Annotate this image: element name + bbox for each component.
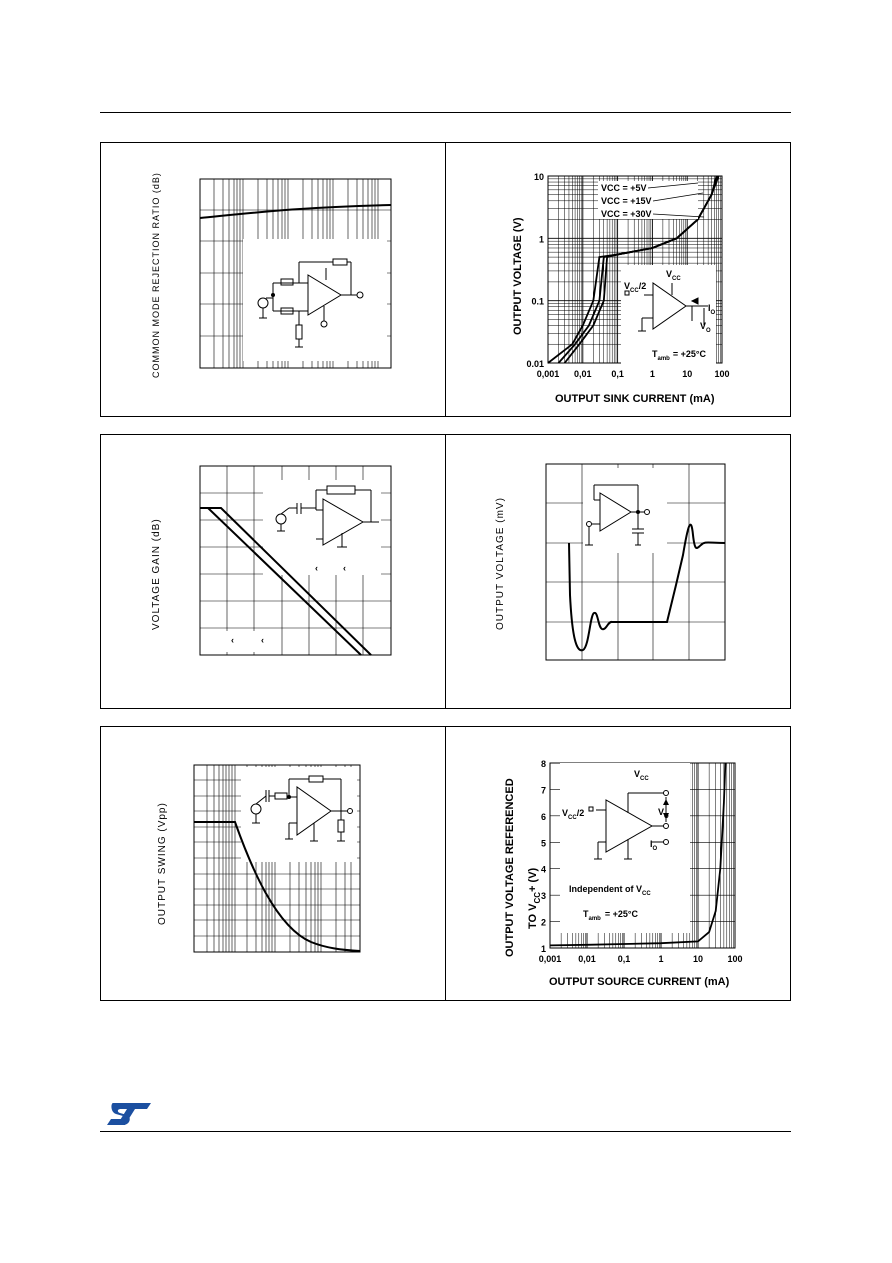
cmrr-inset [243, 239, 387, 361]
panel-cmrr [100, 142, 446, 417]
sink-y-tick: 1 [538, 234, 544, 245]
source-xlabel: OUTPUT SOURCE CURRENT (mA) [549, 976, 730, 988]
source-x-tick: 0,1 [617, 954, 631, 964]
source-y-tick: 6 [540, 811, 546, 822]
sink-x-tick: 0,01 [574, 369, 592, 379]
gain-inset-glyph-2: ‹ [343, 563, 346, 573]
source-inset [560, 763, 690, 933]
pulse-inset [583, 468, 667, 553]
panel-pulse [445, 434, 791, 709]
header-rule [100, 112, 791, 113]
source-inset-vcc2: $V_{CC}/2$ [562, 808, 585, 821]
sink-inset-io: $I_O$ [708, 303, 716, 316]
pulse-figure [446, 435, 792, 710]
gain-inset-glyph-1: ‹ [315, 563, 318, 573]
cmrr-node-dot [271, 293, 275, 297]
sink-legend-30v: VCC = +30V [601, 209, 652, 219]
sink-inset-vcc2: $V_{CC}/2$ [624, 281, 647, 294]
source-y-tick: 2 [540, 917, 546, 928]
sink-inset-vo: $V_O$ [700, 321, 711, 334]
sink-xlabel: OUTPUT SINK CURRENT (mA) [555, 393, 715, 405]
source-x-tick: 100 [727, 954, 743, 964]
panel-swing [100, 726, 446, 1001]
sink-legend-15v: VCC = +15V [601, 196, 652, 206]
sink-y-tick: 0.01 [526, 359, 544, 369]
sink-legend-5v: VCC = +5V [601, 183, 647, 193]
sink-chart [446, 143, 792, 418]
panel-sink [445, 142, 791, 417]
pulse-ylabel: OUTPUT VOLTAGE (mV) [495, 497, 506, 630]
swing-ylabel: OUTPUT SWING (Vpp) [157, 802, 168, 925]
sink-y-tick: 10 [533, 172, 544, 182]
source-x-tick: 0,001 [538, 954, 562, 964]
sink-y-tick: 0.1 [531, 296, 544, 307]
swing-inset [241, 767, 357, 862]
sink-x-tick: 10 [682, 369, 693, 379]
cmrr-ylabel: COMMON MODE REJECTION RATIO (dB) [151, 172, 161, 378]
source-y-tick: 7 [540, 785, 546, 796]
source-y-tick: 4 [540, 864, 546, 875]
st-logo [105, 1101, 153, 1127]
gain-ylabel: VOLTAGE GAIN (dB) [151, 518, 162, 630]
source-y-tick: 3 [540, 891, 546, 902]
pulse-node-dot [636, 510, 640, 514]
panel-source [445, 726, 791, 1001]
source-inset-indep: Independent of $V_{CC}$ [569, 884, 651, 897]
source-inset-vo: $V_O$ [658, 807, 669, 820]
gain-inset2 [203, 631, 275, 652]
cmrr-curve [200, 205, 391, 218]
sink-inset-tamb: $T_{amb} = +25^\circ C$ [652, 349, 706, 362]
source-y-tick: 8 [540, 759, 546, 769]
gain-inset-glyph-4: ‹ [261, 635, 264, 645]
source-inset-io: $I_O$ [650, 839, 658, 852]
source-y-tick: 5 [540, 838, 546, 849]
sink-inset-vcc: $V_{CC}$ [666, 269, 681, 282]
source-x-tick: 1 [658, 954, 664, 964]
source-ylabel-line2: TO $V_{CC}+ (V)$ [527, 867, 542, 929]
source-x-tick: 0,01 [578, 954, 596, 964]
swing-figure [101, 727, 447, 1002]
sink-ylabel: OUTPUT VOLTAGE (V) [512, 217, 524, 335]
source-inset-vcc: $V_{CC}$ [634, 769, 649, 782]
sink-x-tick: 0,001 [536, 369, 560, 379]
sink-x-tick: 1 [649, 369, 655, 379]
swing-node-dot [287, 795, 291, 799]
sink-x-tick: 0,1 [611, 369, 624, 379]
source-inset-tamb: $T_{amb} = +25^\circ C$ [583, 909, 638, 922]
footer-rule [100, 1131, 791, 1132]
source-ylabel-line1: OUTPUT VOLTAGE REFERENCED [504, 778, 516, 957]
cmrr-figure [101, 143, 447, 418]
panel-gain [100, 434, 446, 709]
sink-legend [598, 181, 704, 219]
sink-x-tick: 100 [714, 369, 730, 379]
source-y-tick: 1 [540, 944, 546, 954]
source-chart [446, 727, 792, 1002]
gain-figure [101, 435, 447, 710]
source-x-tick: 10 [692, 954, 704, 964]
gain-inset-glyph-3: ‹ [231, 635, 234, 645]
